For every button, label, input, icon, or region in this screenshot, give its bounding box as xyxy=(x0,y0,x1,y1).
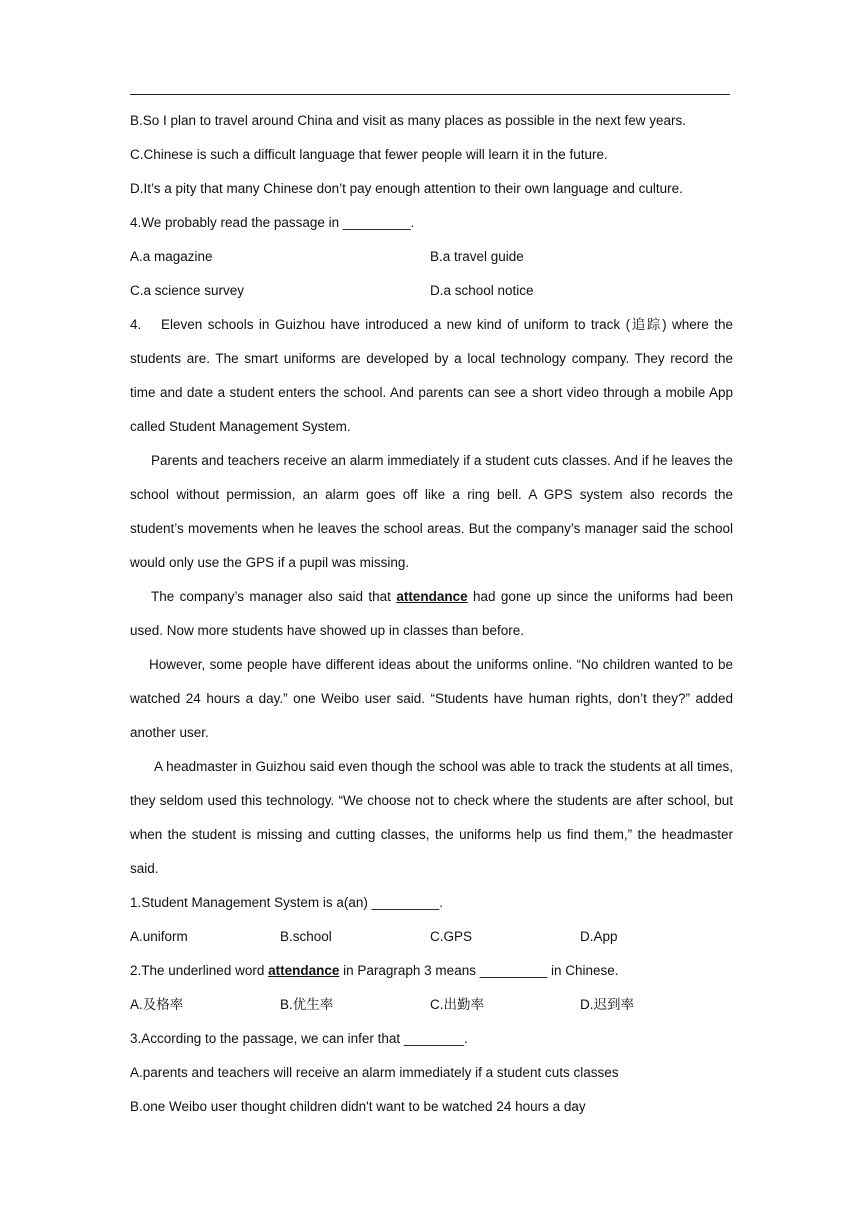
q3-stem: 3.According to the passage, we can infer that ________. xyxy=(130,1031,468,1046)
passage-paragraph-4: However, some people have different ideas about the uniforms online. “No children wanted to be watched 24 hours a day.” one Weibo user said. “Students have human rights, don’t they?” added another user. xyxy=(130,657,733,740)
prev-q4-option-c: C.a science survey xyxy=(130,283,245,298)
passage-paragraph-3 xyxy=(130,580,733,648)
passage-paragraph-2: Parents and teachers receive an alarm immediately if a student cuts classes. And if he leaves the school without permission, an alarm goes off like a ring bell. A GPS system also records the student’s movements when he leaves the school areas. But the company’s manager said the school would only use the GPS if a pupil was missing. xyxy=(130,453,733,570)
q2-option-b: B.优生率 xyxy=(280,997,334,1012)
passage-paragraph-5: A headmaster in Guizhou said even though the school was able to track the students at all times, they seldom used this technology. “We choose not to check where the students are after school, but when the student is missing and cutting classes, the uniforms help us find them,” the headmaster said. xyxy=(130,759,733,876)
document-body xyxy=(130,104,733,1124)
q2-option-a: A.及格率 xyxy=(130,997,184,1012)
passage-number: 4. xyxy=(130,317,142,332)
prev-q4-stem: 4.We probably read the passage in _________. xyxy=(130,215,415,230)
passage-paragraph-1-text: Eleven schools in Guizhou have introduced a new kind of uniform to track (追踪) where the students are. The smart uniforms are developed by a local technology company. They record the time and date a student enters the school. And parents can see a short video through a mobile App called Student Management System. xyxy=(130,317,733,434)
q3-option-b: B.one Weibo user thought children didn't want to be watched 24 hours a day xyxy=(130,1099,586,1114)
prev-option-b: B.So I plan to travel around China and visit as many places as possible in the next few years. xyxy=(130,113,687,128)
prev-option-c: C.Chinese is such a difficult language that fewer people will learn it in the future. xyxy=(130,147,608,162)
q2-stem-after: in Paragraph 3 means _________ in Chinese. xyxy=(339,963,619,978)
q2-stem-before: 2.The underlined word xyxy=(130,963,269,978)
prev-option-d: D.It’s a pity that many Chinese don’t pay enough attention to their own language and culture. xyxy=(130,181,683,196)
passage-paragraph-1 xyxy=(130,308,733,444)
q1-option-d: D.App xyxy=(580,929,618,944)
q1-option-a: A.uniform xyxy=(130,929,188,944)
prev-q4-option-d: D.a school notice xyxy=(430,283,534,298)
prev-q4-options-row2 xyxy=(130,274,733,308)
q1-option-b: B.school xyxy=(280,929,332,944)
q2-options xyxy=(130,988,733,1022)
header-rule xyxy=(130,94,730,95)
q2-underlined-word: attendance xyxy=(268,963,340,978)
prev-q4-option-a: A.a magazine xyxy=(130,249,213,264)
q2-option-d: D.迟到率 xyxy=(580,997,634,1012)
underlined-word: attendance xyxy=(396,589,468,604)
q1-option-c: C.GPS xyxy=(430,929,473,944)
paragraph-3-after: had gone up since the uniforms had been used. Now more students have showed up in classes than before. xyxy=(130,589,733,638)
q1-options xyxy=(130,920,733,954)
prev-q4-options-row1 xyxy=(130,240,733,274)
prev-q4-option-b: B.a travel guide xyxy=(430,249,524,264)
q2-stem xyxy=(130,954,733,988)
q2-option-c: C.出勤率 xyxy=(430,997,484,1012)
paragraph-3-before: The company’s manager also said that xyxy=(151,589,397,604)
q3-option-a: A.parents and teachers will receive an alarm immediately if a student cuts classes xyxy=(130,1065,619,1080)
q1-stem: 1.Student Management System is a(an) _________. xyxy=(130,895,443,910)
